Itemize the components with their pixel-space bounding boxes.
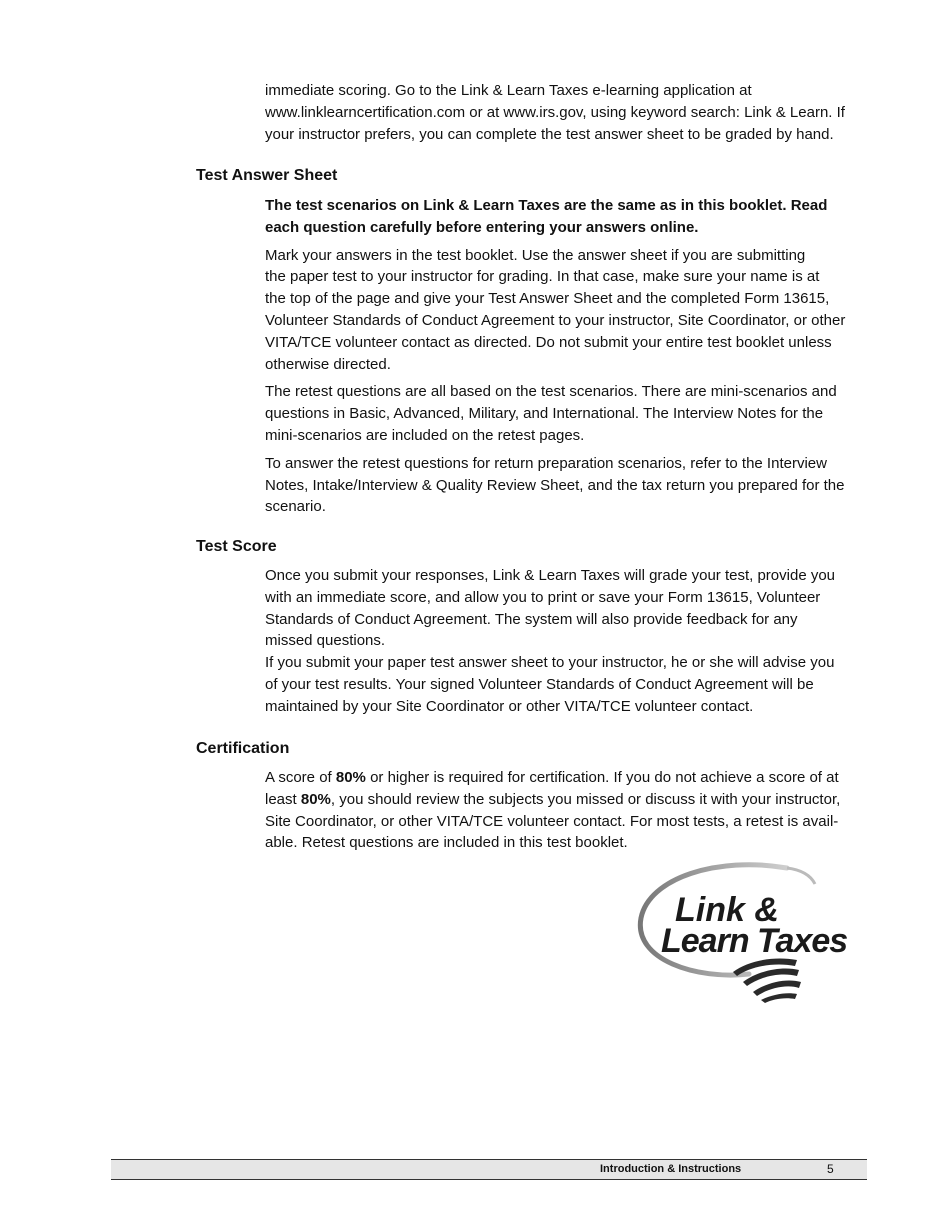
- bold-note: The test scenarios on Link & Learn Taxes are the same as in this booklet. Read each question carefully before entering your answers online.: [265, 197, 828, 236]
- svg-text:Link &: Link &: [675, 891, 779, 929]
- page-number: 5: [827, 1162, 834, 1176]
- section-heading-test-score: Test Score: [196, 538, 277, 555]
- answer-sheet-paragraph-2: The retest questions are all based on the test scenarios. There are mini-scenarios and questions in Basic, Advanced, Military, and International. The Interview Notes for the mini-scenarios are included on the retest pages.: [265, 383, 837, 444]
- footer-band: [111, 1160, 867, 1179]
- test-answer-sheet-body: [265, 195, 870, 518]
- footer-rule-bottom: [111, 1179, 867, 1180]
- intro-paragraph: immediate scoring. Go to the Link & Learn Taxes e-learning application at www.linklearncertification.com or at www.irs.gov, using keyword search: Link & Learn. If your instructor prefers, you can complete the test answer sheet to be graded by hand.: [265, 82, 845, 143]
- answer-sheet-paragraph-1: Mark your answers in the test booklet. Use the answer sheet if you are submitting the paper test to your instructor for grading. In that case, make sure your name is at the top of the page and give your Test Answer Sheet and the completed Form 13615, Volunteer Standards of Conduct Agreement to your instructor, Site Coordinator, or other VITA/TCE volunteer contact as directed. Do not submit your entire test booklet unless otherwise directed.: [265, 246, 846, 373]
- answer-sheet-paragraph-3: To answer the retest questions for return preparation scenarios, refer to the Interview Notes, Intake/Interview & Quality Review Sheet, and the tax return you prepared for the scenario.: [265, 454, 845, 516]
- svg-text:Learn Taxes: Learn Taxes: [661, 922, 848, 960]
- test-score-body: Once you submit your responses, Link & Learn Taxes will grade your test, provide you with an immediate score, and allow you to print or save your Form 13615, Volunteer Standards of Conduct Agreement. The system will also provide feedback for any missed questions. If you submit your paper test answer sheet to your instructor, he or she will advise you of your test results. Your signed Volunteer Standards of Conduct Agreement will be maintained by your Site Coordinator or other VITA/TCE volunteer contact.: [265, 567, 836, 715]
- section-heading-certification: Certification: [196, 740, 290, 757]
- link-and-learn-taxes-logo: [637, 860, 869, 1005]
- certification-body: A score of 80% or higher is required for certification. If you do not achieve a score of at least 80%, you should review the subjects you missed or discuss it with your instructor, Site Coordinator, or other VITA/TCE volunteer contact. For most tests, a retest is avail- able. Retest questions are included in this test booklet.: [265, 769, 841, 852]
- footer-section-title: Introduction & Instructions: [600, 1163, 742, 1175]
- section-heading-test-answer-sheet: Test Answer Sheet: [196, 167, 338, 184]
- flag-stripes-icon: [733, 959, 801, 1004]
